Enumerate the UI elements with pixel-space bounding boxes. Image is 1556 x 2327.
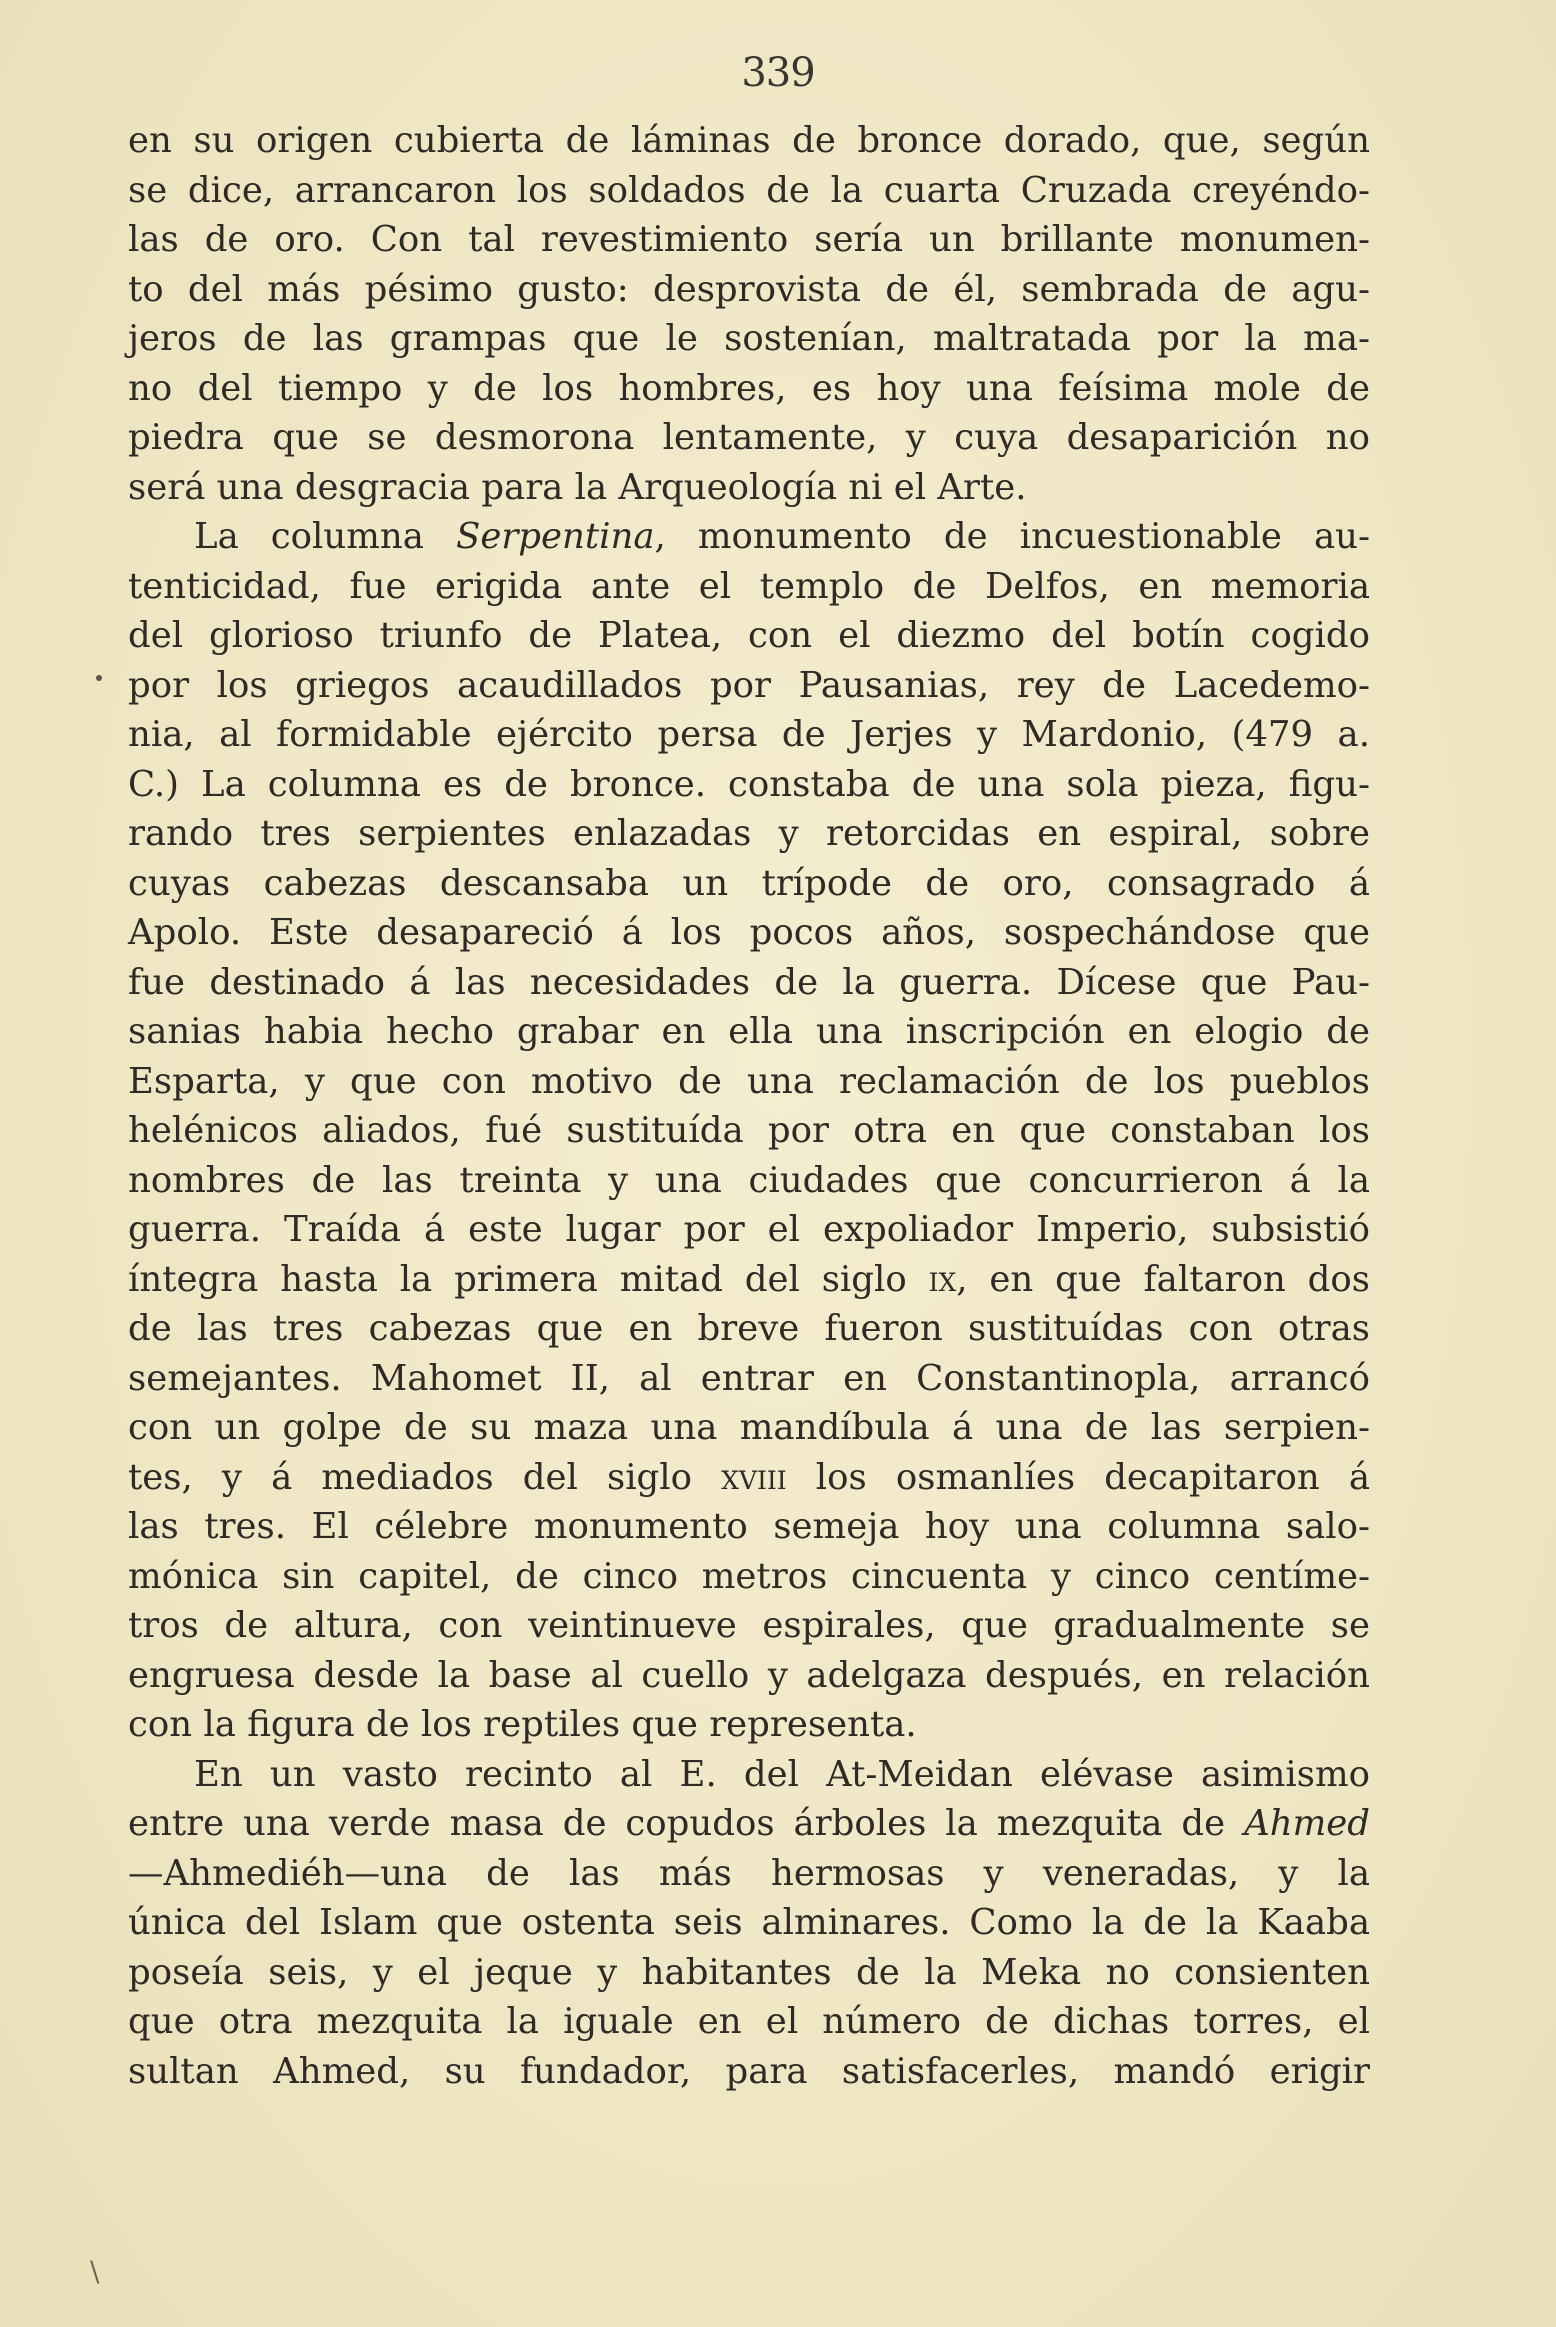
text-line: —Ahmediéh—una de las más hermosas y veneradas, y la <box>128 1852 1370 1894</box>
text-line: las de oro. Con tal revestimiento sería un brillante monumen- <box>128 219 1370 260</box>
text-line: nombres de las treinta y una ciudades que concurrieron á la <box>128 1159 1370 1201</box>
text-line: guerra. Traída á este lugar por el expoliador Imperio, subsistió <box>128 1209 1370 1250</box>
text-line: no del tiempo y de los hombres, es hoy una feísima mole de <box>128 367 1370 409</box>
text-line: tros de altura, con veintinueve espirales, que gradualmente se <box>128 1605 1370 1646</box>
text-line: jeros de las grampas que le sostenían, maltratada por la ma- <box>128 318 1370 359</box>
text-line: sultan Ahmed, su fundador, para satisfacerles, mandó erigir <box>128 2050 1370 2092</box>
body-text <box>128 116 1370 2096</box>
text-line: piedra que se desmorona lentamente, y cuya desaparición no <box>128 417 1370 458</box>
text-line: tenticidad, fue erigida ante el templo de Delfos, en memoria <box>128 565 1370 607</box>
text-line: cuyas cabezas descansaba un trípode de oro, consagrado á <box>128 862 1370 904</box>
margin-dot <box>96 675 102 681</box>
text-line: será una desgracia para la Arqueología ni el Arte. <box>128 466 1027 508</box>
text-line: En un vasto recinto al E. del At-Meidan elévase asimismo <box>194 1753 1370 1795</box>
text-line: entre una verde masa de copudos árboles la mezquita de Ahmed <box>128 1803 1370 1844</box>
text-line: engruesa desde la base al cuello y adelgaza después, en relación <box>128 1654 1370 1696</box>
text-line: C.) La columna es de bronce. constaba de una sola pieza, figu- <box>128 763 1370 805</box>
text-line: rando tres serpientes enlazadas y retorcidas en espiral, sobre <box>128 813 1370 854</box>
text-line: con un golpe de su maza una mandíbula á una de las serpien- <box>128 1407 1370 1448</box>
text-line: tes, y á mediados del siglo xviii los osmanlíes decapitaron á <box>128 1456 1370 1498</box>
page-number: 339 <box>741 50 815 96</box>
text-line: semejantes. Mahomet II, al entrar en Constantinopla, arrancó <box>128 1357 1370 1399</box>
text-line: íntegra hasta la primera mitad del siglo ix, en que faltaron dos <box>128 1258 1370 1300</box>
text-line: sanias habia hecho grabar en ella una inscripción en elogio de <box>128 1011 1370 1052</box>
text-line: La columna Serpentina, monumento de incuestionable au- <box>194 516 1370 557</box>
text-line: única del Islam que ostenta seis alminares. Como la de la Kaaba <box>128 1902 1370 1943</box>
text-line: nia, al formidable ejército persa de Jerjes y Mardonio, (479 a. <box>128 714 1370 755</box>
text-line: las tres. El célebre monumento semeja hoy una columna salo- <box>128 1506 1370 1547</box>
text-line: helénicos aliados, fué sustituída por otra en que constaban los <box>128 1110 1370 1151</box>
text-line: mónica sin capitel, de cinco metros cincuenta y cinco centíme- <box>128 1555 1370 1597</box>
text-line: fue destinado á las necesidades de la guerra. Dícese que Pau- <box>128 961 1370 1003</box>
text-line: con la figura de los reptiles que representa. <box>128 1704 917 1745</box>
text-line: Apolo. Este desapareció á los pocos años, sospechándose que <box>128 912 1370 953</box>
text-line: poseía seis, y el jeque y habitantes de la Meka no consienten <box>128 1951 1370 1993</box>
text-line: en su origen cubierta de láminas de bronce dorado, que, según <box>128 120 1370 161</box>
text-line: por los griegos acaudillados por Pausanias, rey de Lacedemo- <box>128 664 1370 706</box>
text-line: de las tres cabezas que en breve fueron sustituídas con otras <box>128 1308 1370 1349</box>
text-line: que otra mezquita la iguale en el número de dichas torres, el <box>128 2001 1370 2042</box>
text-line: se dice, arrancaron los soldados de la cuarta Cruzada creyéndo- <box>128 169 1370 211</box>
text-line: Esparta, y que con motivo de una reclamación de los pueblos <box>128 1060 1370 1102</box>
text-line: del glorioso triunfo de Platea, con el diezmo del botín cogido <box>128 615 1370 656</box>
text-line: to del más pésimo gusto: desprovista de él, sembrada de agu- <box>128 268 1370 310</box>
margin-mark: \ <box>90 2255 100 2288</box>
